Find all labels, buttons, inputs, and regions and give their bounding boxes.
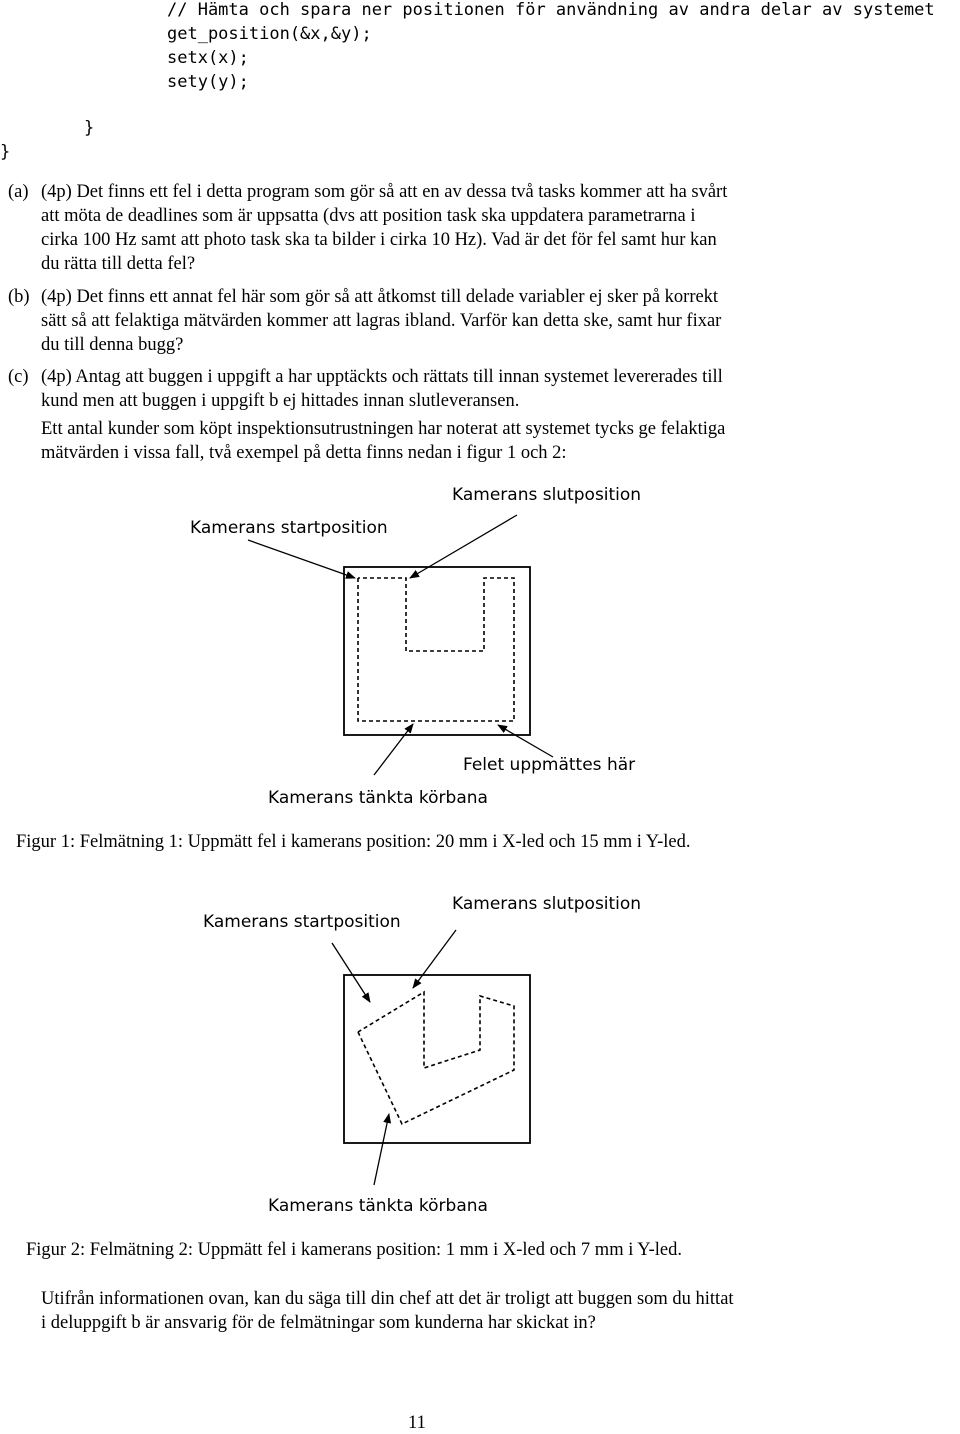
code-line: get_position(&x,&y);: [167, 24, 372, 44]
question-line: kund men att buggen i uppgift b ej hittades innan slutleveransen.: [41, 391, 520, 411]
code-brace-outer: }: [0, 142, 11, 162]
question-paragraph-line: Ett antal kunder som köpt inspektionsutrustningen har noterat att systemet tycks ge felaktiga: [41, 419, 726, 439]
label-intended-path: Kamerans tänkta körbana: [268, 788, 488, 808]
work-area-frame: [344, 975, 530, 1143]
label-start-position: Kamerans startposition: [203, 912, 401, 932]
question-line: (4p) Det finns ett fel i detta program som gör så att en av dessa två tasks kommer att ha svårt: [41, 182, 728, 202]
end-arrow: [413, 930, 456, 988]
page-number: 11: [408, 1413, 426, 1433]
question-line: att möta de deadlines som är uppsatta (dvs att position task ska uppdatera parametrarna i: [41, 206, 696, 226]
code-line: setx(x);: [167, 48, 249, 68]
item-marker: (a): [8, 182, 29, 202]
start-arrow: [332, 943, 370, 1002]
question-line: du rätta till detta fel?: [41, 254, 196, 274]
closing-line: i deluppgift b är ansvarig för de felmätningar som kunderna har skickat in?: [41, 1313, 596, 1333]
item-marker: (b): [8, 287, 30, 307]
question-line: (4p) Antag att buggen i uppgift a har upptäckts och rättats till innan systemet levererades till: [41, 367, 723, 387]
item-marker: (c): [8, 367, 29, 387]
label-end-position: Kamerans slutposition: [452, 485, 642, 505]
question-line: (4p) Det finns ett annat fel här som gör så att åtkomst till delade variabler ej sker på korrekt: [41, 287, 719, 307]
code-line: // Hämta och spara ner positionen för användning av andra delar av systemet: [167, 0, 935, 20]
closing-line: Utifrån informationen ovan, kan du säga till din chef att det är troligt att buggen som du hittat: [41, 1289, 734, 1309]
label-start-position: Kamerans startposition: [190, 518, 388, 538]
figure-2-caption: Figur 2: Felmätning 2: Uppmätt fel i kamerans position: 1 mm i X-led och 7 mm i Y-led.: [26, 1240, 682, 1260]
code-line: sety(y);: [167, 72, 249, 92]
label-error-location: Felet uppmättes här: [463, 755, 636, 775]
path-arrow: [374, 1114, 389, 1185]
question-line: du till denna bugg?: [41, 335, 184, 355]
camera-path: [358, 992, 514, 1124]
question-line: cirka 100 Hz samt att photo task ska ta bilder i cirka 10 Hz). Vad är det för fel samt hur kan: [41, 230, 717, 250]
question-line: sätt så att felaktiga mätvärden kommer att lagras ibland. Varför kan detta ske, samt hur fixar: [41, 311, 722, 331]
question-paragraph-line: mätvärden i vissa fall, två exempel på detta finns nedan i figur 1 och 2:: [41, 443, 567, 463]
label-intended-path: Kamerans tänkta körbana: [268, 1196, 488, 1216]
label-end-position: Kamerans slutposition: [452, 894, 642, 914]
code-brace-inner: }: [84, 118, 95, 138]
figure-1-caption: Figur 1: Felmätning 1: Uppmätt fel i kamerans position: 20 mm i X-led och 15 mm i Y-led.: [16, 832, 691, 852]
